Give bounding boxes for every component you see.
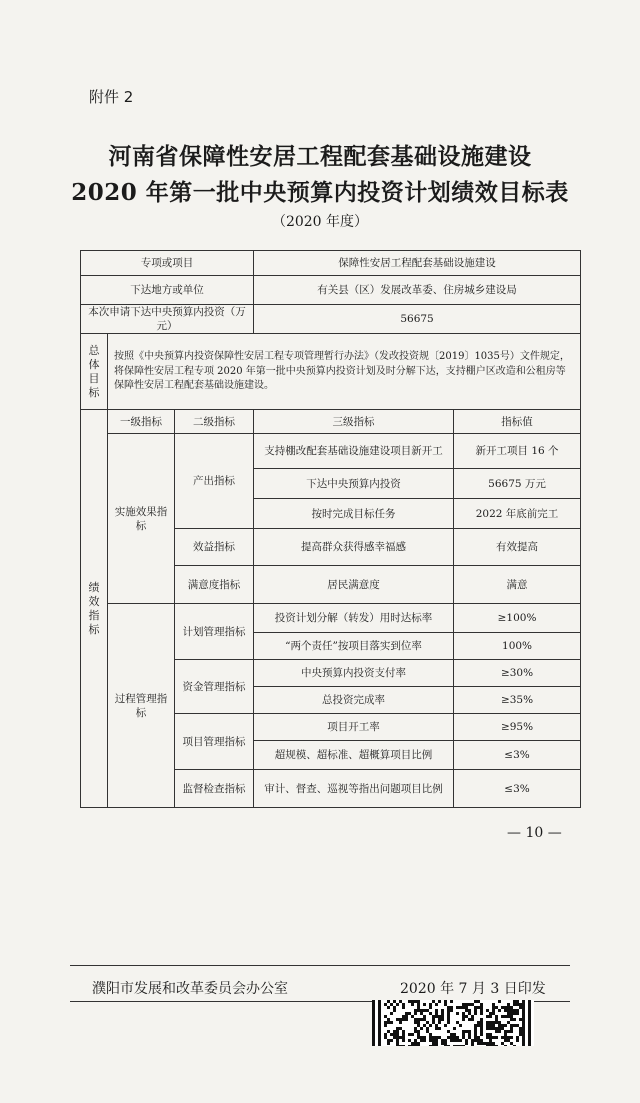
- project-label: 专项或项目: [81, 251, 254, 276]
- project-management-label: 项目管理指标: [175, 714, 254, 770]
- barcode-icon: [372, 1000, 534, 1046]
- indicator-name: 总投资完成率: [254, 687, 454, 714]
- footer-top-rule: [70, 965, 570, 966]
- table-row: [81, 251, 581, 276]
- indicator-name: 下达中央预算内投资: [254, 469, 454, 499]
- overall-goal-label-text: 总 体 目 标: [88, 344, 100, 399]
- indicator-value: 2022 年底前完工: [454, 499, 581, 529]
- indicator-name: 投资计划分解（转发）用时达标率: [254, 604, 454, 633]
- table-row: [81, 604, 581, 633]
- indicator-name: 居民满意度: [254, 566, 454, 604]
- investment-label: 本次申请下达中央预算内投资（万元）: [81, 305, 254, 334]
- overall-goal-label: [81, 334, 108, 410]
- indicator-name: 中央预算内投资支付率: [254, 660, 454, 687]
- header-level1: 一级指标: [108, 410, 175, 434]
- indicator-value: ≥30%: [454, 660, 581, 687]
- unit-label: 下达地方或单位: [81, 276, 254, 305]
- document-title-line1: 河南省保障性安居工程配套基础设施建设: [108, 143, 532, 170]
- table-row: [81, 410, 581, 434]
- indicator-value: ≥100%: [454, 604, 581, 633]
- header-value: 指标值: [454, 410, 581, 434]
- footer-issuer: 濮阳市发展和改革委员会办公室: [92, 981, 288, 997]
- table-row: [81, 434, 581, 469]
- benefit-indicator-label: 效益指标: [175, 529, 254, 566]
- indicator-value: 新开工项目 16 个: [454, 434, 581, 469]
- indicator-name: 按时完成目标任务: [254, 499, 454, 529]
- table-row: [81, 305, 581, 334]
- table-row: [81, 276, 581, 305]
- document-title-line2: 2020 年第一批中央预算内投资计划绩效目标表: [71, 179, 569, 206]
- header-level2: 二级指标: [175, 410, 254, 434]
- performance-indicator-label-text: 绩 效 指 标: [88, 581, 100, 636]
- footer-date: 2020 年 7 月 3 日印发: [400, 981, 546, 997]
- group-effect-label: 实施效果指标: [108, 434, 175, 604]
- indicator-value: ≥95%: [454, 714, 581, 741]
- attachment-label: 附件 2: [89, 88, 134, 106]
- indicator-name: 项目开工率: [254, 714, 454, 741]
- indicator-value: ≤3%: [454, 770, 581, 808]
- performance-indicator-label: [81, 410, 108, 808]
- project-value: 保障性安居工程配套基础设施建设: [254, 251, 581, 276]
- indicator-name: 超规模、超标准、超概算项目比例: [254, 741, 454, 770]
- indicator-name: 审计、督查、巡视等指出问题项目比例: [254, 770, 454, 808]
- investment-value: 56675: [254, 305, 581, 334]
- indicator-value: ≤3%: [454, 741, 581, 770]
- satisfaction-indicator-label: 满意度指标: [175, 566, 254, 604]
- performance-target-table: [80, 250, 581, 808]
- page-number: — 10 —: [507, 825, 562, 841]
- indicator-name: “两个责任”按项目落实到位率: [254, 633, 454, 660]
- indicator-value: 100%: [454, 633, 581, 660]
- indicator-value: 满意: [454, 566, 581, 604]
- fund-management-label: 资金管理指标: [175, 660, 254, 714]
- plan-management-label: 计划管理指标: [175, 604, 254, 660]
- overall-goal-text: 按照《中央预算内投资保障性安居工程专项管理暂行办法》（发改投资规〔2019〕1035号）文件规定，将保障性安居工程专项 2020 年第一批中央预算内投资计划及时分解下达，支持棚户区改造和公租房等保障性安居工程配套基础设施建设。: [108, 334, 581, 410]
- output-indicator-label: 产出指标: [175, 434, 254, 529]
- group-process-label: 过程管理指标: [108, 604, 175, 808]
- indicator-value: 有效提高: [454, 529, 581, 566]
- indicator-value: ≥35%: [454, 687, 581, 714]
- indicator-value: 56675 万元: [454, 469, 581, 499]
- supervision-indicator-label: 监督检查指标: [175, 770, 254, 808]
- indicator-name: 支持棚改配套基础设施建设项目新开工: [254, 434, 454, 469]
- year-label: （2020 年度）: [271, 214, 369, 230]
- table-row: [81, 334, 581, 410]
- unit-value: 有关县（区）发展改革委、住房城乡建设局: [254, 276, 581, 305]
- header-level3: 三级指标: [254, 410, 454, 434]
- indicator-name: 提高群众获得感幸福感: [254, 529, 454, 566]
